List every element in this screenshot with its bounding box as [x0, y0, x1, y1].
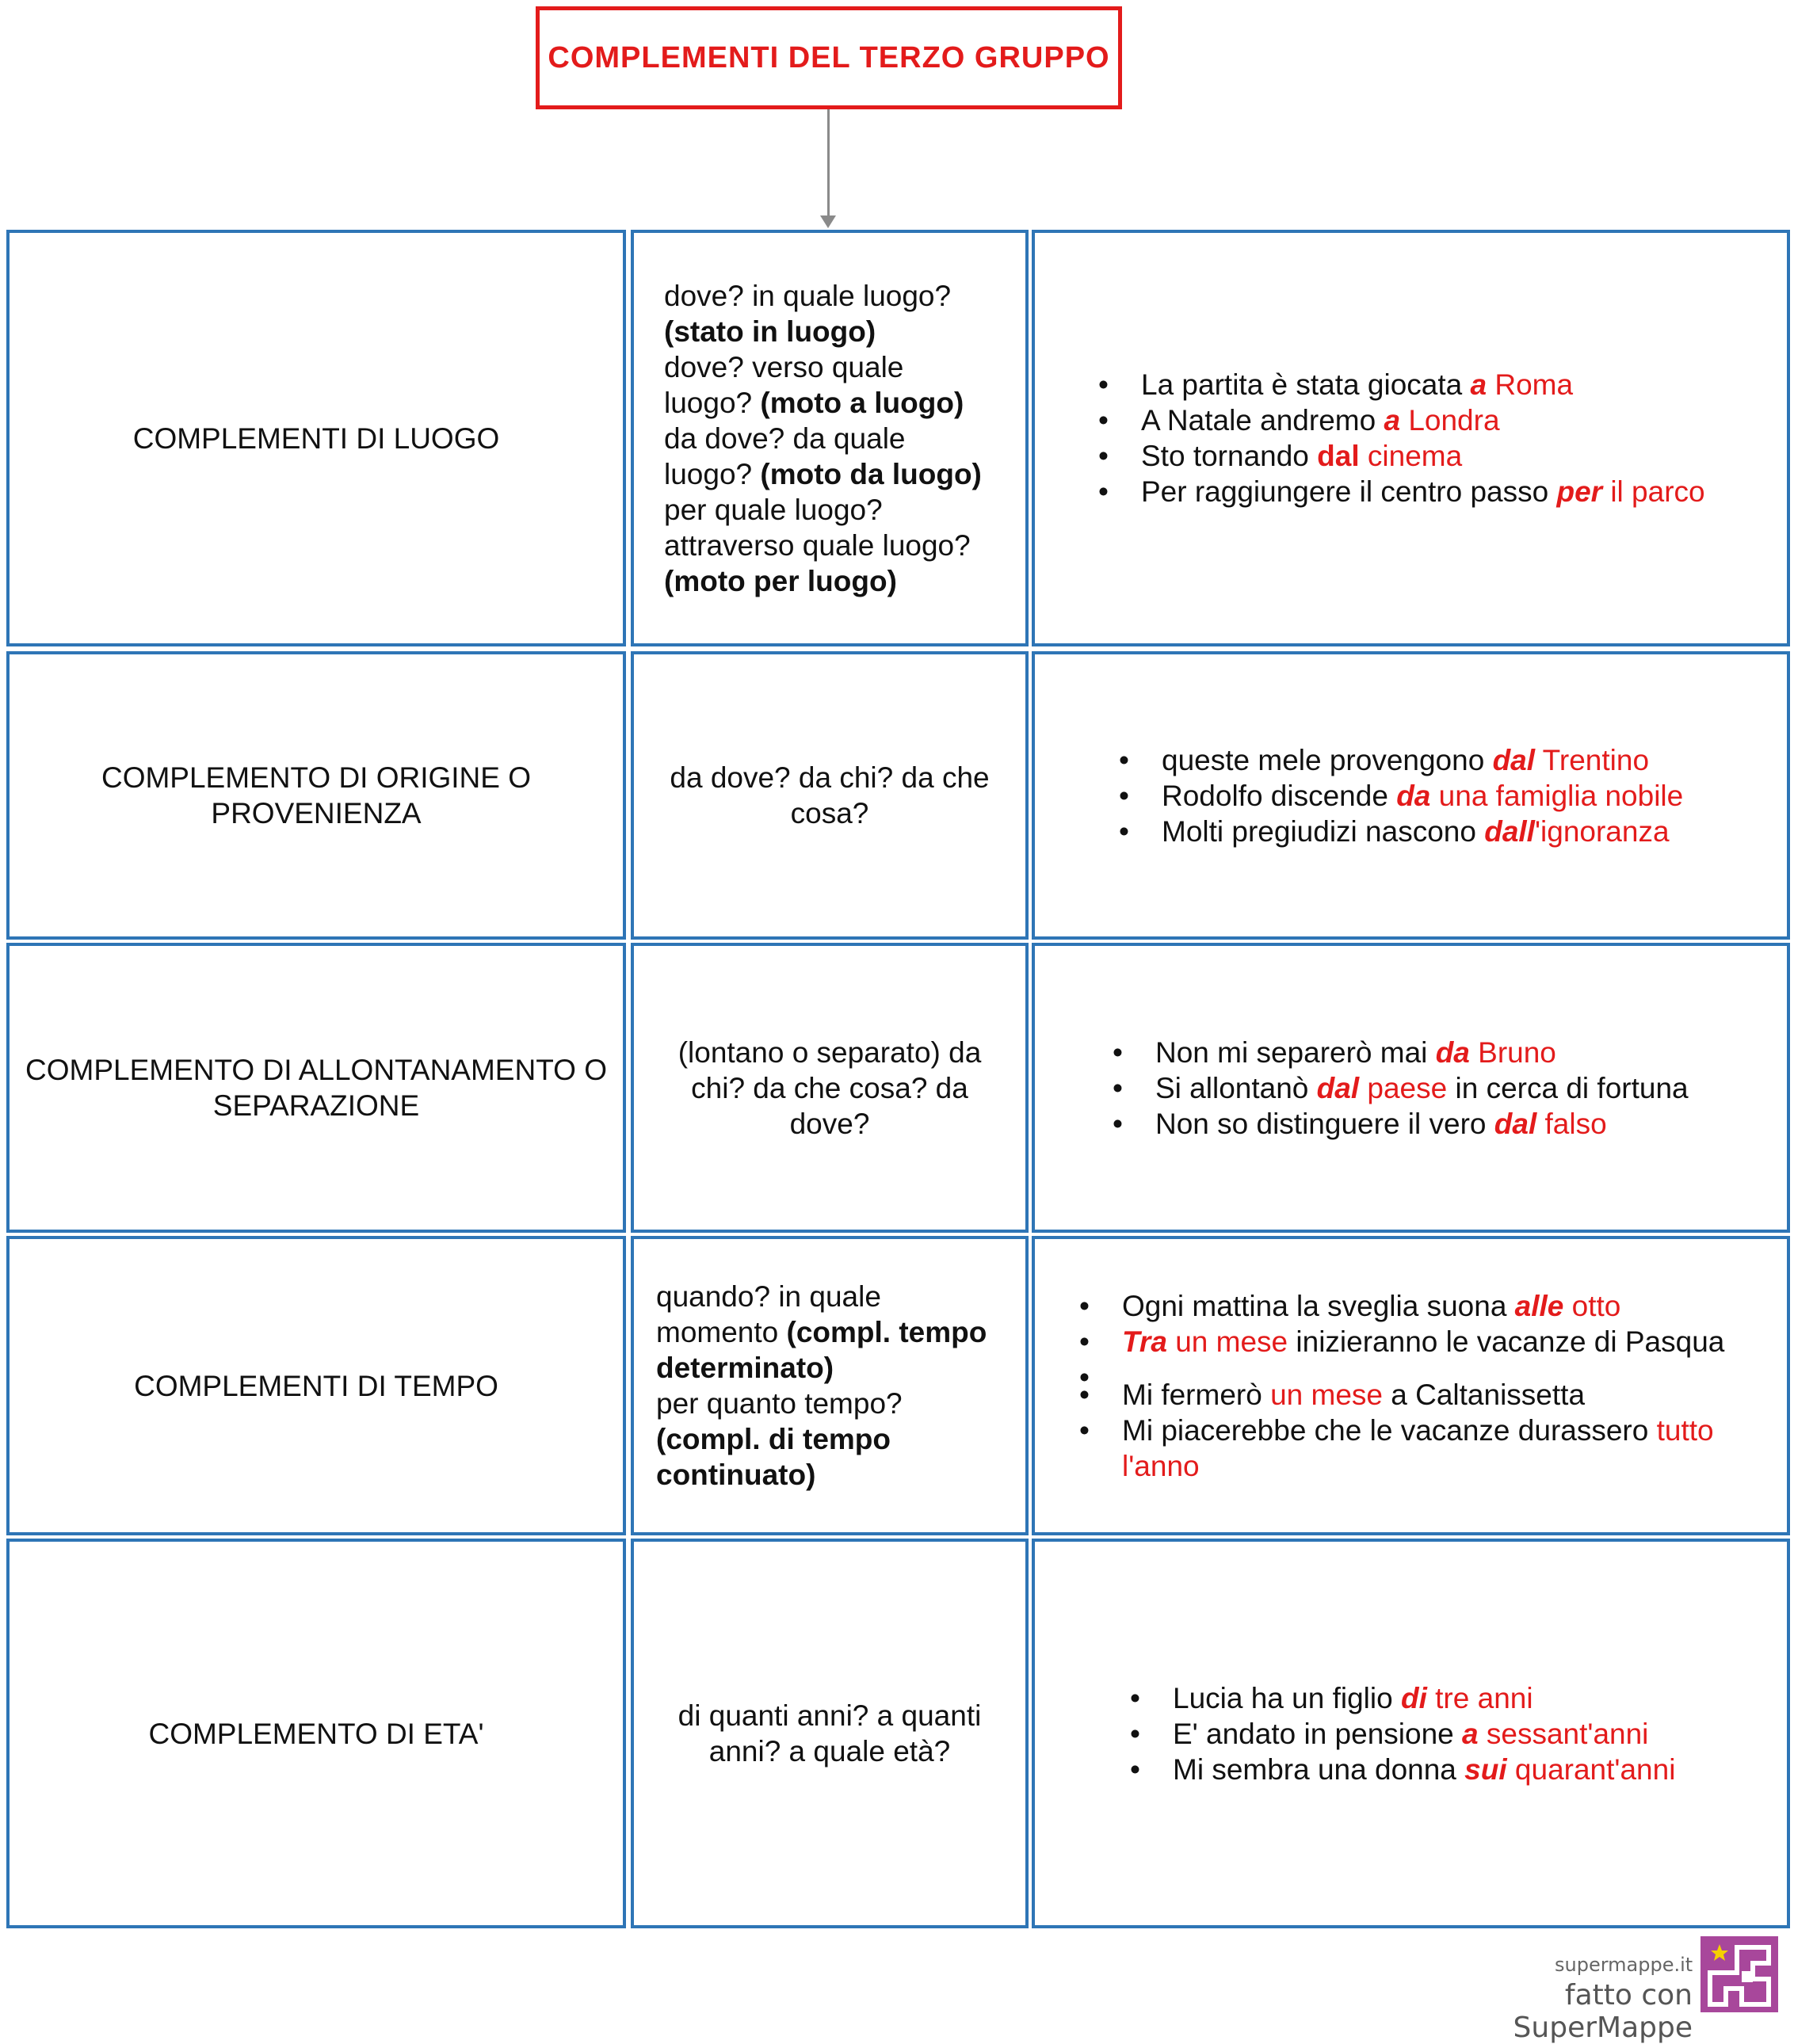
example-item: • Mi sembra una donna sui quarant'anni — [1173, 1752, 1675, 1787]
example-item: • Non so distinguere il vero dal falso — [1155, 1106, 1689, 1142]
question-line: attraverso quale luogo? — [664, 528, 971, 562]
example-item: • Ogni mattina la sveglia suona alle otto — [1122, 1288, 1763, 1324]
logo-icon — [1700, 1936, 1778, 2012]
example-item: • A Natale andremo a Londra — [1141, 402, 1705, 438]
example-item: • Sto tornando dal cinema — [1141, 438, 1705, 474]
example-item: • Si allontanò dal paese in cerca di fortuna — [1155, 1070, 1689, 1106]
connector-line — [827, 109, 830, 222]
question-line: luogo? (moto da luogo) — [664, 457, 982, 490]
example-item: • La partita è stata giocata a Roma — [1141, 367, 1705, 402]
question-line: per quanto tempo? — [656, 1387, 903, 1420]
row-3-examples — [1032, 943, 1790, 1233]
question-line: (moto per luogo) — [664, 564, 897, 597]
arrow-head-icon — [820, 215, 836, 228]
example-item: • Non mi separerò mai da Bruno — [1155, 1035, 1689, 1070]
question-line: determinato) — [656, 1352, 834, 1384]
category-label: COMPLEMENTI DI TEMPO — [134, 1369, 498, 1402]
questions-text — [634, 1279, 1025, 1493]
question-line: continuato) — [656, 1459, 816, 1491]
row-3-questions — [631, 943, 1029, 1233]
examples-list — [1035, 367, 1721, 509]
diagram-title: COMPLEMENTI DEL TERZO GRUPPO — [536, 6, 1122, 109]
row-2-examples — [1032, 651, 1790, 940]
example-item: • Tra un mese inizieranno le vacanze di Pasqua — [1122, 1324, 1763, 1359]
row-4-category — [6, 1236, 626, 1535]
footer-credit: fatto con SuperMappe — [1513, 1979, 1693, 2044]
row-2-category — [6, 651, 626, 940]
question-line: (stato in luogo) — [664, 315, 876, 348]
example-item: • Rodolfo discende da una famiglia nobile — [1162, 778, 1683, 814]
example-item: • Per raggiungere il centro passo per il parco — [1141, 474, 1705, 509]
category-label: COMPLEMENTO DI ETA' — [148, 1717, 484, 1750]
row-3-category — [6, 943, 626, 1233]
question-line: dove? verso quale — [664, 350, 904, 383]
question-line: luogo? (moto a luogo) — [664, 386, 964, 419]
row-1-questions — [631, 230, 1029, 646]
example-item: • Mi piacerebbe che le vacanze durassero tutto l'anno — [1122, 1413, 1763, 1484]
example-item: • queste mele provengono dal Trentino — [1162, 742, 1683, 778]
question-line: per quale luogo? — [664, 493, 883, 526]
row-4-questions — [631, 1236, 1029, 1535]
row-1-category — [6, 230, 626, 646]
category-label: COMPLEMENTO DI ALLONTANAMENTO O SEPARAZIONE — [25, 1054, 607, 1122]
row-5-category — [6, 1539, 626, 1928]
row-5-examples — [1032, 1539, 1790, 1928]
examples-list — [1035, 1288, 1787, 1484]
question-line: dove? in quale luogo? — [664, 279, 952, 312]
spacer — [1122, 1359, 1763, 1377]
supermappe-logo — [1700, 1936, 1778, 2012]
examples-list — [1035, 1680, 1691, 1787]
example-item: • E' andato in pensione a sessant'anni — [1173, 1716, 1675, 1752]
row-2-questions — [631, 651, 1029, 940]
examples-list — [1035, 742, 1699, 849]
question-line: da dove? da quale — [664, 421, 906, 455]
question-line: quando? in quale — [656, 1280, 881, 1313]
category-label: COMPLEMENTO DI ORIGINE O PROVENIENZA — [101, 761, 532, 829]
row-1-examples — [1032, 230, 1790, 646]
questions-text: da dove? da chi? da che cosa? — [670, 761, 990, 829]
question-line: (compl. di tempo — [656, 1423, 891, 1455]
question-line: momento (compl. tempo — [656, 1316, 987, 1348]
row-4-examples — [1032, 1236, 1790, 1535]
examples-list — [1035, 1035, 1704, 1142]
footer-site[interactable]: supermappe.it — [1555, 1954, 1693, 1976]
questions-text: (lontano o separato) da chi? da che cosa? da dove? — [678, 1035, 982, 1140]
row-5-questions — [631, 1539, 1029, 1928]
category-label: COMPLEMENTI DI LUOGO — [132, 421, 500, 455]
example-item: • Molti pregiudizi nascono dall'ignoranza — [1162, 814, 1683, 849]
questions-text: di quanti anni? a quanti anni? a quale età? — [678, 1699, 982, 1768]
example-item: • Lucia ha un figlio di tre anni — [1173, 1680, 1675, 1716]
questions-text — [634, 278, 1025, 599]
example-item: • Mi fermerò un mese a Caltanissetta — [1122, 1377, 1763, 1413]
